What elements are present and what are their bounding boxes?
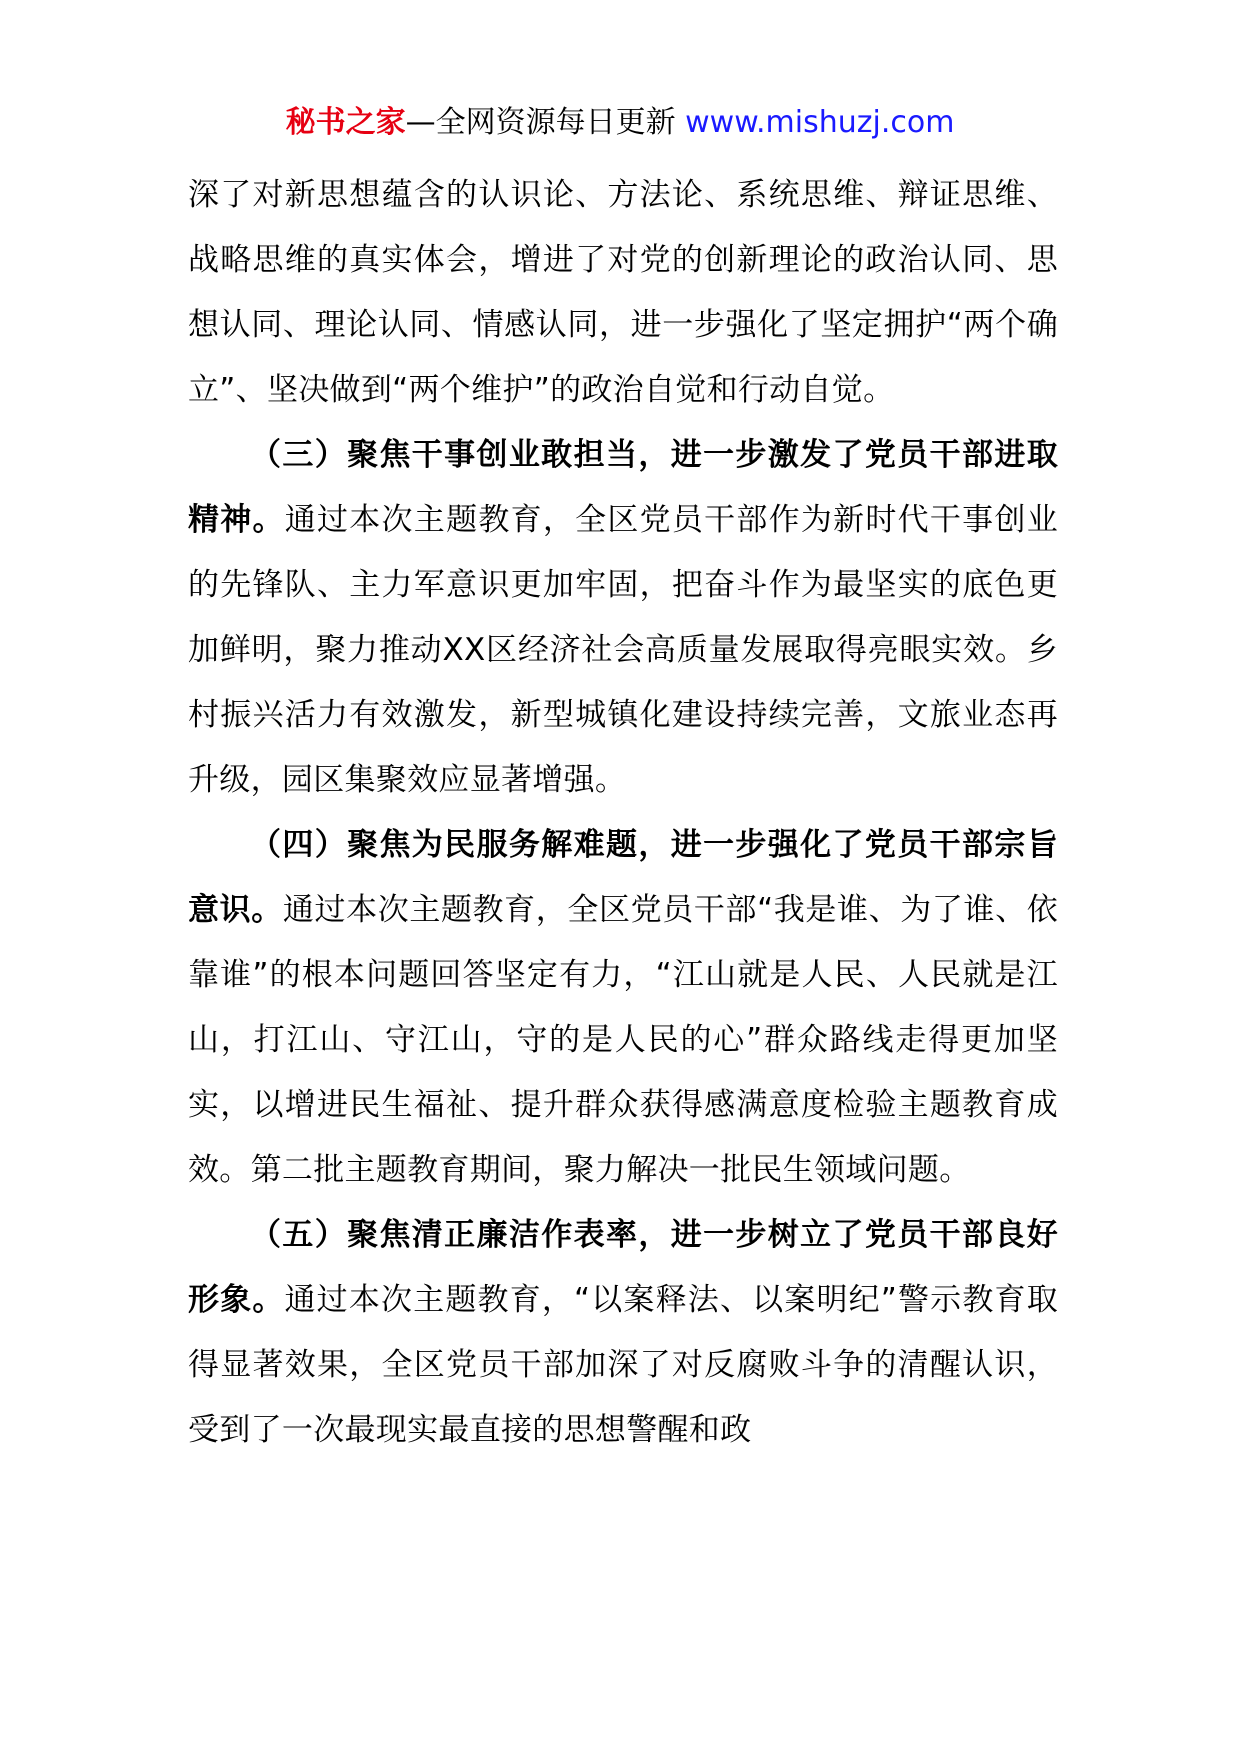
paragraph-text: 深了对新思想蕴含的认识论、方法论、系统思维、辩证思维、战略思维的真实体会，增进了对党的创新理论的政治认同、思想认同、理论认同、情感认同，进一步强化了坚定拥护“两个确立”、坚决做到“两个维护”的政治自觉和行动自觉。	[188, 177, 1058, 408]
paragraph-text: 通过本次主题教育，全区党员干部“我是谁、为了谁、依靠谁”的根本问题回答坚定有力，“江山就是人民、人民就是江山，打江山、守江山，守的是人民的心”群众路线走得更加坚实，以增进民生福祉、提升群众获得感满意度检验主题教育成效。第二批主题教育期间，聚力解决一批民生领域问题。	[188, 892, 1058, 1188]
paragraph-text: 通过本次主题教育，全区党员干部作为新时代干事创业的先锋队、主力军意识更加牢固，把奋斗作为最坚实的底色更加鲜明，聚力推动XX区经济社会高质量发展取得亮眼实效。乡村振兴活力有效激发，新型城镇化建设持续完善，文旅业态再升级，园区集聚效应显著增强。	[188, 502, 1058, 798]
paragraph-text: 通过本次主题教育，“以案释法、以案明纪”警示教育取得显著效果，全区党员干部加深了对反腐败斗争的清醒认识，受到了一次最现实最直接的思想警醒和政	[188, 1282, 1058, 1448]
brand-name: 秘书之家	[285, 105, 406, 140]
paragraph-heading: （三）聚焦干事创业敢担当，进一步激发了党员干部进取精神。	[188, 437, 1058, 538]
document-body	[188, 163, 1058, 1463]
paragraph-heading: （四）聚焦为民服务解难题，进一步强化了党员干部宗旨意识。	[188, 827, 1058, 928]
paragraph-section-3	[188, 423, 1058, 813]
paragraph-section-4	[188, 813, 1058, 1203]
paragraph-section-5	[188, 1203, 1058, 1463]
paragraph-continuation	[188, 163, 1058, 423]
site-url-link[interactable]: www.mishuzj.com	[685, 105, 955, 140]
site-header	[0, 100, 1240, 146]
header-tagline: —全网资源每日更新	[405, 105, 686, 140]
paragraph-heading: （五）聚焦清正廉洁作表率，进一步树立了党员干部良好形象。	[188, 1217, 1058, 1318]
